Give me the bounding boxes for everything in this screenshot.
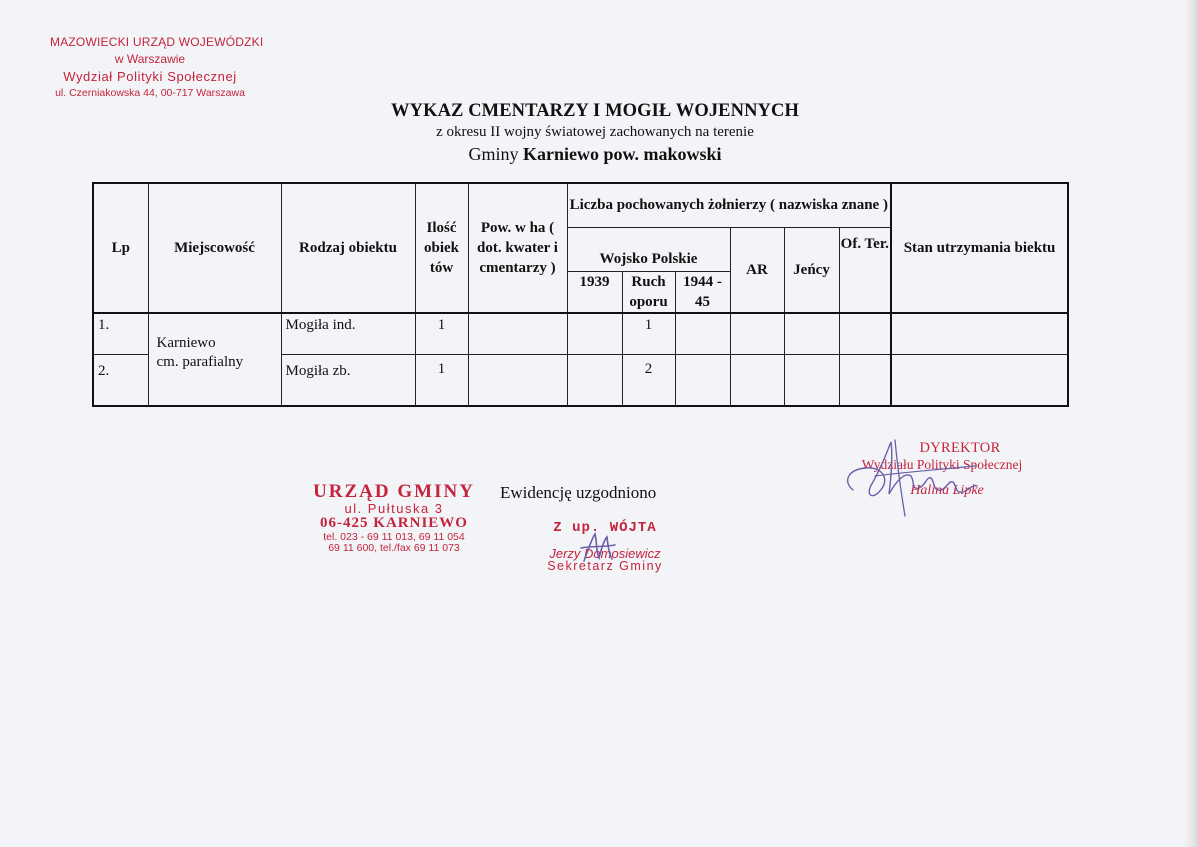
stamp-line: Halina Lipke <box>910 483 984 498</box>
header-rodzaj-obiektu: Rodzaj obiektu <box>281 183 415 313</box>
cell-pow <box>468 355 567 406</box>
cell-lp: 2. <box>93 355 148 406</box>
header-miejscowosc: Miejscowość <box>148 183 281 313</box>
evidence-note: Ewidencję uzgodniono <box>500 483 657 502</box>
header-wojsko-polskie: Wojsko Polskie <box>567 227 730 271</box>
header-lp: Lp <box>93 183 148 313</box>
cell-ar <box>730 355 784 406</box>
header-ilosc-obiektow: Ilość obiek tów <box>415 183 468 313</box>
cell-miejscowosc <box>148 313 281 406</box>
stamp-line: 69 11 600, tel./fax 69 11 073 <box>328 542 460 554</box>
cell-stan <box>891 313 1068 355</box>
stamp-line: Jerzy Domosiewicz <box>549 546 661 561</box>
cell-ilosc: 1 <box>415 313 468 355</box>
stamp-line: Z up. WÓJTA <box>553 520 657 536</box>
stamp-line: Sekretarz Gminy <box>547 559 663 573</box>
cell-lp: 1. <box>93 313 148 355</box>
director-stamp <box>842 440 1042 499</box>
cell-ruch-oporu: 1 <box>622 313 675 355</box>
header-jency: Jeńcy <box>784 227 839 313</box>
header-ruch-oporu: Ruch oporu <box>622 271 675 313</box>
header-liczba-pochowanych: Liczba pochowanych żołnierzy ( nazwiska znane ) <box>567 183 891 227</box>
municipality-prefix: Gminy <box>468 144 519 164</box>
cell-jency <box>784 313 839 355</box>
header-of-ter: Of. Ter. <box>839 227 891 313</box>
stamp-line: Wydział Polityki Społecznej <box>63 69 237 84</box>
header-ar: AR <box>730 227 784 313</box>
table-row <box>93 313 1068 355</box>
header-1944-45: 1944 - 45 <box>675 271 730 313</box>
cell-1944-45 <box>675 313 730 355</box>
place-name: Karniewo <box>156 334 216 351</box>
cell-rodzaj: Mogiła ind. <box>281 313 415 355</box>
document-subtitle: z okresu II wojny światowej zachowanych na terenie <box>436 124 754 140</box>
cell-ilosc: 1 <box>415 355 468 406</box>
cell-rodzaj: Mogiła zb. <box>281 355 415 406</box>
stamp-line: Wydziału Polityki Społecznej <box>861 457 1023 472</box>
cell-jency <box>784 355 839 406</box>
stamp-line: ul. Czerniakowska 44, 00-717 Warszawa <box>55 87 245 99</box>
cell-ruch-oporu: 2 <box>622 355 675 406</box>
municipal-office-stamp <box>308 482 480 554</box>
voivodeship-office-stamp <box>50 34 264 102</box>
page-edge-shadow <box>1184 0 1198 847</box>
stamp-line: tel. 023 - 69 11 013, 69 11 054 <box>323 531 465 543</box>
document-title: WYKAZ CMENTARZY I MOGIŁ WOJENNYCH <box>391 101 799 121</box>
header-powierzchnia: Pow. w ha ( dot. kwater i cmentarzy ) <box>468 183 567 313</box>
cell-of-ter <box>839 313 891 355</box>
stamp-line: MAZOWIECKI URZĄD WOJEWÓDZKI <box>50 35 264 49</box>
cemetery-table <box>92 182 1069 407</box>
cell-stan <box>891 355 1068 406</box>
stamp-line: DYREKTOR <box>919 440 1001 456</box>
header-1939: 1939 <box>567 271 622 313</box>
wojt-stamp <box>520 518 690 572</box>
cell-1939 <box>567 355 622 406</box>
stamp-line: 06-425 KARNIEWO <box>320 515 468 531</box>
cell-of-ter <box>839 355 891 406</box>
header-stan-utrzymania: Stan utrzymania biektu <box>891 183 1068 313</box>
cell-pow <box>468 313 567 355</box>
cell-ar <box>730 313 784 355</box>
municipality-line <box>300 144 890 165</box>
stamp-line: URZĄD GMINY <box>313 481 475 502</box>
cell-1939 <box>567 313 622 355</box>
stamp-line: w Warszawie <box>114 52 186 66</box>
place-detail: cm. parafialny <box>156 353 244 370</box>
cell-1944-45 <box>675 355 730 406</box>
stamp-line: ul. Pułtuska 3 <box>344 501 444 516</box>
municipality-name: Karniewo pow. makowski <box>522 144 722 164</box>
